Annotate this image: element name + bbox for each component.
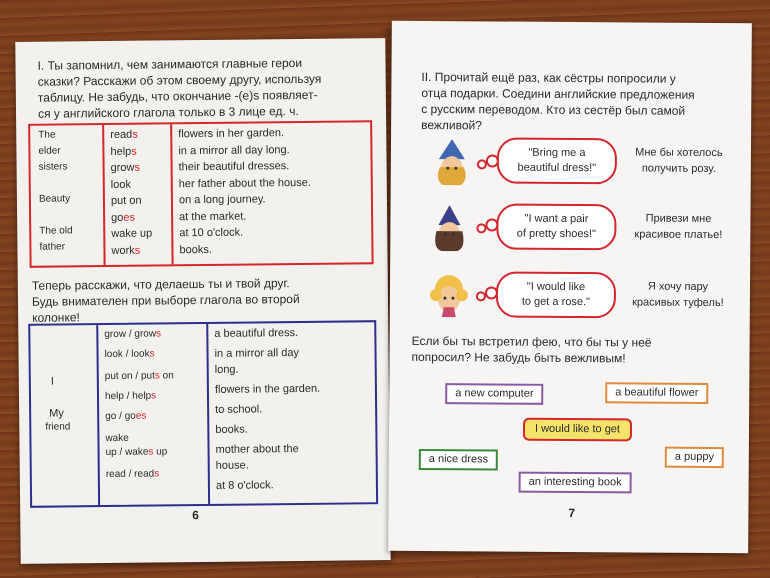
verb-stem: go [111, 211, 124, 224]
object-cell: flowers in her garden. [178, 127, 285, 141]
prompt-line: Теперь расскажи, что делаешь ты и твой друг. [31, 276, 290, 293]
bubble-text: "I want a pair [524, 212, 589, 226]
verb-stem: go / go [105, 410, 136, 423]
object-cell: at 10 o'clock. [179, 226, 244, 240]
table-divider [206, 324, 210, 504]
intro-line: отца подарки. Соедини английские предложения [421, 85, 695, 102]
sister-face-icon [426, 271, 472, 317]
prompt-line: Будь внимателен при выборе глагола во второй [31, 291, 300, 309]
object-cell: to school. [215, 403, 263, 416]
verb-stem: grow [110, 161, 135, 174]
translation-text [618, 278, 738, 311]
verb-cell [111, 209, 135, 225]
sister-face-icon [426, 205, 472, 251]
intro-line: вежливой? [421, 117, 482, 133]
subject-cell: elder [38, 145, 61, 157]
chip-beautiful-flower[interactable]: a beautiful flower [605, 382, 708, 404]
translation-line: получить розу. [641, 162, 716, 176]
verb-cell [104, 347, 154, 364]
bubble-text: "Bring me a [528, 146, 586, 160]
translation-text [619, 144, 739, 177]
verb-stem: look [110, 178, 132, 191]
verb-cell [111, 242, 140, 258]
verb-stem: help [110, 145, 132, 158]
verb-ending: es [123, 211, 136, 224]
object-cell: her father about the house. [178, 176, 311, 190]
object-cell: on a long journey. [178, 193, 266, 207]
prompt-line: колонке! [32, 310, 80, 325]
page-number: 7 [568, 505, 576, 521]
verb-ending: s [154, 370, 160, 382]
verb-ending: s [151, 390, 157, 402]
question-line: попросил? Не забудь быть вежливым! [411, 349, 626, 366]
exercise-1-prompt [32, 274, 372, 326]
verbs-table-sisters [28, 120, 373, 268]
verb-stem: put on / put [104, 370, 155, 383]
translation-line: красивое платье! [634, 228, 723, 242]
table-divider [96, 325, 100, 505]
verb-ending: s [148, 446, 154, 458]
verb-ending: s [154, 468, 160, 480]
bubble-text: to get a rose." [521, 295, 590, 309]
exercise-1-text [37, 54, 378, 122]
object-cell: long. [214, 363, 239, 376]
left-page [15, 38, 390, 564]
chip-would-like-to-get[interactable]: I would like to get [523, 418, 632, 442]
translation-text [618, 210, 738, 243]
verb-ending: s [134, 161, 141, 174]
verb-stem: work [111, 244, 135, 257]
table-divider [170, 124, 173, 264]
verb-stem: look / look [104, 348, 150, 361]
verb-cell [106, 466, 160, 483]
subject-friend: friend [45, 421, 71, 433]
bubble-text: beautiful dress!" [517, 161, 597, 175]
intro-line: таблицу. Не забудь, что окончание -(e)s появляет- [37, 87, 318, 105]
translation-line: Привези мне [645, 212, 712, 225]
object-cell: in a mirror all day [214, 346, 299, 360]
verb-cell [106, 444, 168, 461]
subject-my: My [49, 407, 64, 420]
verb-stem: put on [110, 194, 142, 207]
object-cell: their beautiful dresses. [178, 160, 290, 174]
verb-stem: read / read [105, 468, 155, 481]
table-divider [102, 125, 105, 265]
sister-face-icon [429, 139, 475, 185]
speech-bubble [496, 203, 616, 250]
object-cell: a beautiful dress. [214, 327, 299, 340]
page-number: 6 [192, 508, 200, 523]
verb-ending: es [135, 410, 147, 422]
object-cell: books. [215, 423, 248, 436]
verb-stem: read [110, 128, 133, 141]
subject-cell: father [39, 241, 66, 253]
object-cell: at the market. [179, 210, 247, 223]
object-cell: books. [179, 243, 212, 256]
bubble-text: "I would like [526, 280, 586, 294]
verb-ending: s [149, 348, 155, 360]
verb-cell [105, 388, 156, 405]
intro-line: сказки? Расскажи об этом своему другу, используя [37, 71, 322, 89]
verb-stem: up / wake [105, 446, 149, 459]
exercise-3-text [411, 333, 741, 367]
chip-interesting-book[interactable]: an interesting book [519, 472, 632, 494]
subject-cell: The [38, 129, 56, 141]
verb-ending: s [132, 128, 138, 141]
translation-line: красивых туфель! [632, 296, 724, 310]
verb-stem: wake up [111, 227, 153, 240]
right-page [388, 21, 752, 554]
intro-line: с русским переводом. Кто из сестёр был самой [421, 101, 686, 118]
chip-new-computer[interactable]: a new computer [445, 383, 543, 405]
subject-cell: The old [39, 225, 73, 237]
verbs-table-friend [28, 320, 378, 508]
verb-cell [111, 176, 131, 192]
verb-cell [111, 226, 152, 242]
bubble-text: of pretty shoes!" [516, 227, 596, 241]
verb-tail: on [159, 370, 174, 382]
verb-ending: s [131, 145, 137, 158]
speech-bubble [497, 137, 617, 184]
verb-ending: s [134, 244, 141, 257]
subject-cell: Beauty [38, 193, 71, 205]
chip-puppy[interactable]: a puppy [665, 447, 724, 468]
chip-nice-dress[interactable]: a nice dress [419, 449, 498, 471]
question-line: Если бы ты встретил фею, что бы ты у неё [411, 333, 652, 350]
translation-line: Мне бы хотелось [635, 146, 723, 160]
verb-ending: s [155, 328, 162, 340]
verb-cell [105, 368, 174, 385]
intro-line: II. Прочитай ещё раз, как сёстры попросили у [421, 69, 676, 86]
verb-cell [110, 127, 138, 143]
verb-cell [104, 326, 161, 343]
object-cell: flowers in the garden. [214, 382, 321, 396]
verb-stem: wake [105, 432, 129, 445]
exercise-2-text [421, 69, 741, 135]
verb-cell [105, 409, 146, 425]
translation-line: Я хочу пару [647, 280, 709, 293]
speech-bubble [496, 271, 616, 318]
subject-cell: sisters [38, 161, 68, 173]
verb-stem: help / help [104, 390, 152, 403]
object-cell: in a mirror all day long. [178, 143, 290, 157]
verb-stem: grow / grow [104, 328, 157, 341]
verb-cell [111, 160, 141, 176]
object-cell: house. [215, 459, 249, 472]
object-cell: mother about the [215, 443, 299, 456]
verb-cell [111, 193, 142, 209]
intro-line: ся у английского глагола только в 3 лице ед. ч. [37, 103, 299, 121]
object-cell: at 8 o'clock. [215, 479, 274, 492]
verb-cell [110, 143, 136, 159]
verb-tail: up [153, 446, 168, 458]
intro-line: I. Ты запомнил, чем занимаются главные герои [37, 55, 303, 73]
subject-i: I [50, 375, 54, 388]
